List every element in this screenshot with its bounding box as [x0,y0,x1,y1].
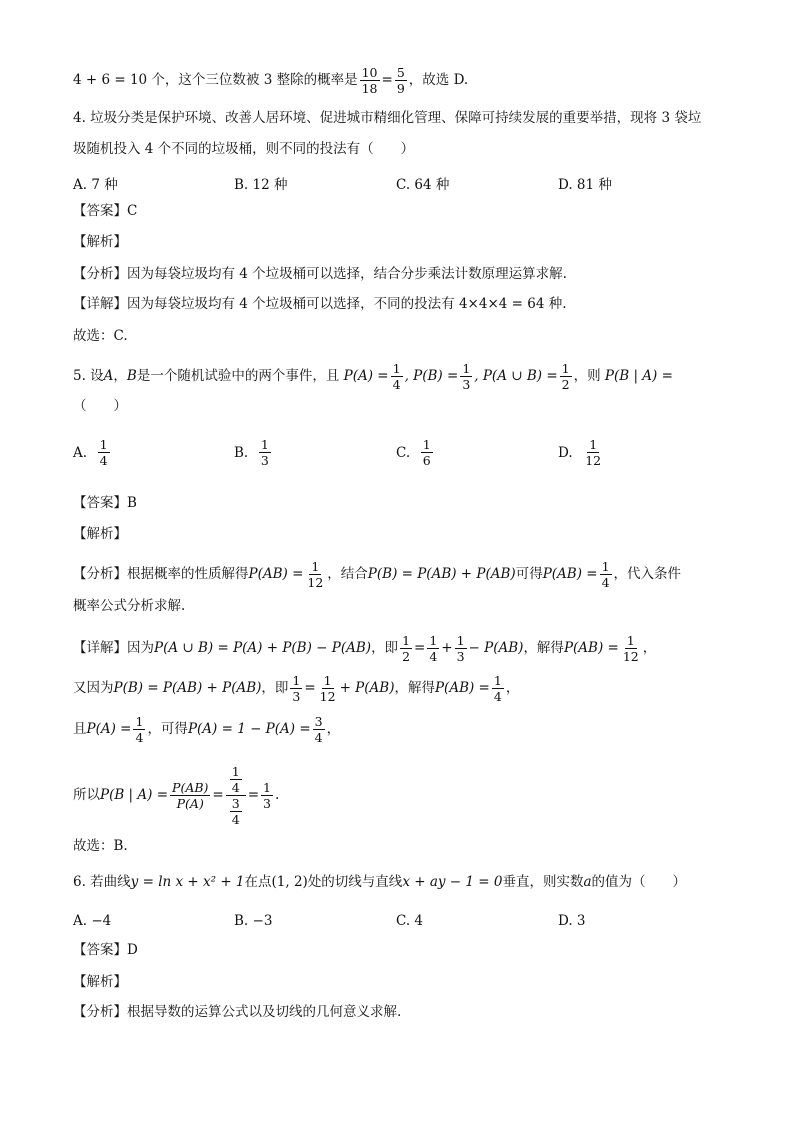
numerator: 1 [135,714,144,729]
fraction [400,634,412,663]
text: 4 + 6 = 10 个，这个三位数被 3 整除的概率是 [73,71,358,88]
numerator: 1 [323,673,332,688]
text: ，则 [573,367,601,384]
numerator: 1 [402,633,411,648]
fraction [305,560,325,589]
text: ， [505,679,520,696]
numerator: 1 [462,361,471,376]
q5-stem-line1 [73,362,673,391]
q5-detail-line2 [73,674,519,703]
text: ，即 [371,639,399,656]
numerator: 1 [260,437,269,452]
formula: P(AB) = [434,679,490,696]
numerator: 1 [422,437,431,452]
text: ，故选 D. [408,71,469,88]
denominator: 4 [429,649,438,665]
fraction [313,715,325,744]
q5-answer: 【答案】B [73,495,137,511]
text: 垂直，则实数 [502,874,584,890]
q4-jiexi-heading: 【解析】 [73,234,127,250]
q5-stem-paren: （ ） [73,398,127,414]
q6-analysis: 【分析】根据导数的运算公式以及切线的几何意义求解. [73,1004,402,1020]
denominator: 3 [260,453,269,469]
formula: P(A) = [86,720,132,737]
var-a: A [103,367,114,384]
formula: P(A) = [343,367,389,384]
denominator: 2 [402,649,411,665]
numerator: 3 [314,714,323,729]
denominator: 12 [319,689,336,705]
formula: y = ln x + x² + 1 [130,874,245,890]
text: ， [113,367,127,384]
formula: P(AB) = [248,565,304,582]
q4-stem-line1: 4. 垃圾分类是保护环境、改善人居环境、促进城市精细化管理、保障可持续发展的重要举措，现将 3 袋垃 [73,110,702,126]
text: ， [326,720,341,737]
numerator: 1 [493,673,502,688]
formula: P(B) = P(AB) + P(AB) [367,565,516,582]
numerator: 1 [626,633,635,648]
fraction [391,362,403,391]
fraction [427,634,439,663]
fraction [395,66,407,95]
text: 可得 [515,565,543,582]
text: 处的切线与直线 [307,874,403,890]
q4-option-b: B. 12 种 [234,177,288,193]
formula: P(B) = P(AB) + P(AB) [113,679,262,696]
option-label: D. [558,444,573,461]
q5-detail-line4 [73,765,279,827]
text: ，可得 [147,720,188,737]
fraction [261,781,273,810]
compound-numerator [226,765,246,796]
formula: P(A ∪ B) = P(A) + P(B) − P(AB) [154,639,372,656]
text: 所以 [73,787,100,803]
numerator: 1 [589,437,598,452]
compound-denominator [226,796,246,826]
q4-detail: 【详解】因为每袋垃圾均有 4 个垃圾桶可以选择，不同的投法有 4×4×4 = 64 种. [73,296,567,312]
formula: , P(B) = [404,367,459,384]
text: ，解得 [523,639,564,656]
q6-jiexi-heading: 【解析】 [73,974,127,990]
text: ，即 [261,679,289,696]
numerator: 1 [392,361,401,376]
denominator: 4 [493,689,502,705]
fraction [318,674,338,703]
q4-conclusion: 故选：C. [73,328,128,344]
formula: P(B | A) = [100,787,169,803]
text: 5. 设 [73,367,104,384]
denominator: 6 [422,453,431,469]
formula: , P(A ∪ B) = [474,367,558,384]
fraction [583,438,603,467]
text: 且 [73,720,87,737]
denominator: 3 [292,689,301,705]
formula-target: P(B | A) = [604,367,673,384]
text: . [274,787,280,803]
numerator: 5 [396,65,405,80]
text: ， [642,639,657,656]
q5-option-d [558,438,605,467]
q5-detail-line1 [73,634,656,663]
q6-option-b: B. −3 [234,913,273,929]
fraction [492,674,504,703]
denominator: 4 [601,575,610,591]
q6-option-d: D. 3 [558,913,586,929]
fraction [360,66,380,95]
q5-option-b [234,438,273,467]
plus: + [441,639,453,656]
denominator: 18 [361,81,378,97]
fraction [259,438,271,467]
numerator: 1 [561,361,570,376]
formula: + P(AB) [339,679,395,696]
numerator: 1 [601,559,610,574]
text: ，解得 [394,679,435,696]
text: 6. 若曲线 [73,874,131,890]
text: 【分析】根据概率的性质解得 [73,565,249,582]
fraction [600,560,612,589]
fraction [230,765,242,794]
q4-option-c: C. 64 种 [396,177,450,193]
formula: P(AB) = [542,565,598,582]
q5-jiexi-heading: 【解析】 [73,526,127,542]
q5-option-c [396,438,435,467]
numerator: 3 [231,796,240,812]
fraction [230,797,242,826]
text: 又因为 [73,679,114,696]
fraction [421,438,433,467]
denominator: P(A) [176,796,204,812]
text: 【详解】因为 [73,639,154,656]
denominator: 3 [456,649,465,665]
fraction [98,438,110,467]
text: ，结合 [327,565,368,582]
numerator: 1 [292,673,301,688]
denominator: 12 [585,453,602,469]
denominator: 4 [231,812,240,828]
numerator: 1 [311,559,320,574]
fraction-conditional [170,781,210,810]
var-b: B [126,367,137,384]
denominator: 12 [307,575,324,591]
option-label: B. [234,444,249,461]
q6-option-c: C. 4 [396,913,424,929]
q4-option-d: D. 81 种 [558,177,612,193]
numerator: P(AB) [172,780,209,796]
q6-answer: 【答案】D [73,942,138,958]
text: 的值为（ ） [591,874,687,890]
fraction [290,674,302,703]
option-label: C. [396,444,411,461]
option-label: A. [73,444,88,461]
var-a: a [583,874,592,890]
q5-conclusion: 故选：B. [73,838,128,854]
denominator: 3 [263,796,271,812]
q5-detail-line3 [73,715,340,744]
q4-analysis: 【分析】因为每袋垃圾均有 4 个垃圾桶可以选择，结合分步乘法计数原理运算求解. [73,266,567,282]
equals: = [414,639,426,656]
formula: (1, 2) [271,874,308,890]
denominator: 4 [392,377,401,393]
numerator: 10 [361,65,378,80]
denominator: 4 [99,453,108,469]
denominator: 4 [314,730,323,746]
equals: = [247,787,259,803]
equals: = [304,679,316,696]
numerator: 1 [231,764,240,779]
equals: = [381,71,393,88]
text: 在点 [244,874,272,890]
q4-option-a: A. 7 种 [73,177,118,193]
denominator: 3 [462,377,471,393]
q5-analysis-line2: 概率公式分析求解. [73,598,186,614]
formula: − P(AB) [468,639,524,656]
q5-option-a [73,438,112,467]
prev-solution-conclusion [73,66,468,95]
numerator: 1 [263,780,271,796]
formula: P(AB) = [563,639,619,656]
q4-answer: 【答案】C [73,203,138,219]
denominator: 2 [561,377,570,393]
denominator: 4 [231,780,240,796]
denominator: 4 [135,730,144,746]
numerator: 1 [456,633,465,648]
q6-stem [73,876,686,890]
text: 是一个随机试验中的两个事件，且 [136,367,340,384]
denominator: 12 [622,649,639,665]
equals: = [212,787,224,803]
q4-stem-line2: 圾随机投入 4 个不同的垃圾桶，则不同的投法有（ ） [73,141,415,157]
fraction [621,634,641,663]
numerator: 1 [99,437,108,452]
text: ，代入条件 [613,565,682,582]
q5-analysis-line1 [73,560,681,589]
denominator: 9 [396,81,405,97]
formula: x + ay − 1 = 0 [402,874,503,890]
q6-option-a: A. −4 [73,913,112,929]
fraction [460,362,472,391]
numerator: 1 [429,633,438,648]
formula: P(A) = 1 − P(A) = [187,720,311,737]
compound-fraction [226,765,246,827]
fraction [133,715,145,744]
fraction [455,634,467,663]
fraction [560,362,572,391]
